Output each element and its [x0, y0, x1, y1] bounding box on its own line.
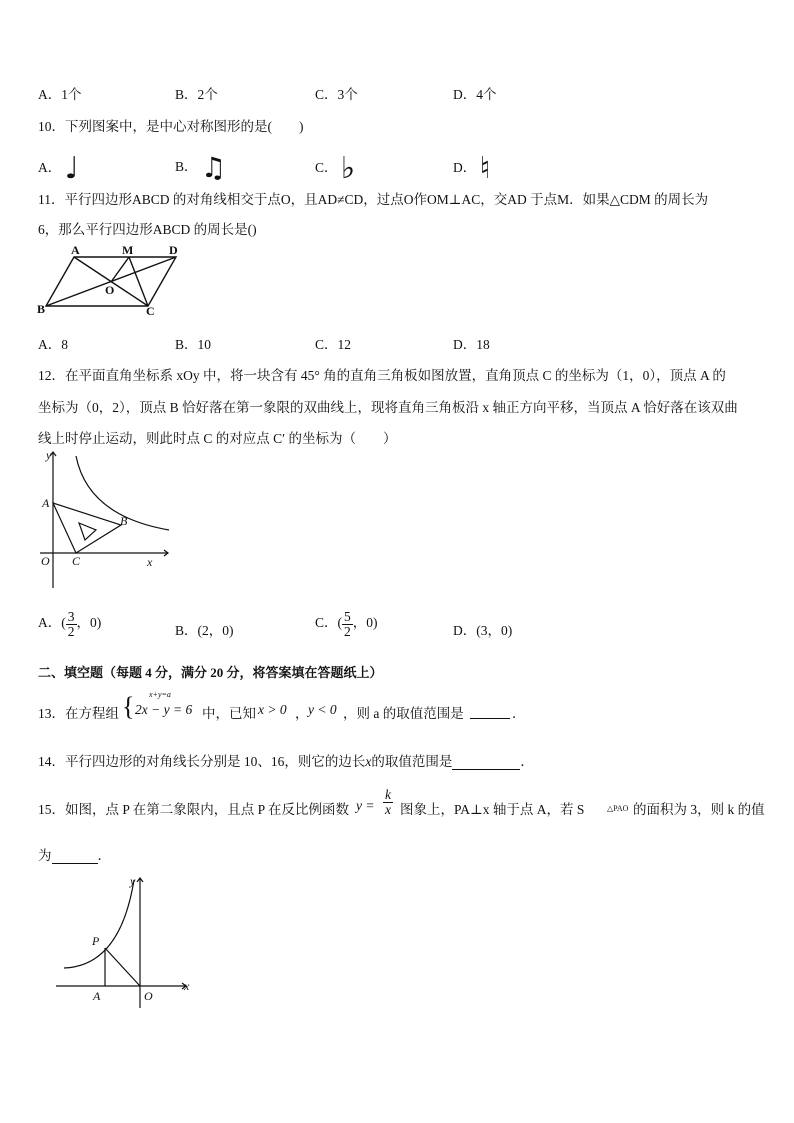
- label-a: A: [42, 496, 50, 510]
- label-x: x: [184, 979, 190, 993]
- label-b: B: [37, 302, 46, 316]
- q10-option-d: [453, 151, 490, 186]
- label-a: A: [71, 243, 80, 257]
- q11-stem-line2: 6，那么平行四边形ABCD 的周长是(): [38, 222, 257, 237]
- label-b: B: [120, 514, 128, 528]
- fraction-five-halves: $\frac{5}{2}$: [344, 609, 351, 639]
- q12-option-a: A．( $\frac{3}{2}$ ，0): [38, 609, 102, 639]
- label-p: P: [92, 934, 100, 948]
- q10-option-b: [175, 151, 226, 184]
- segment-mc: [129, 257, 148, 306]
- q9-option-b: B．2个: [175, 87, 218, 102]
- section-fill-in-title: 二、填空题（每题 4 分，满分 20 分，将答案填在答题纸上）: [38, 665, 383, 680]
- q10-stem: 10．下列图案中，是中心对称图形的是( ): [38, 119, 304, 134]
- label-c: C: [72, 554, 81, 568]
- q15-stem-line2: 为 ．: [38, 848, 111, 863]
- q15-answer-blank[interactable]: [52, 847, 98, 864]
- natural-sign-icon: ♮: [479, 151, 491, 186]
- hyperbola-curve: [64, 880, 134, 968]
- label-d: D: [169, 243, 178, 257]
- right-triangle-abc: [53, 503, 121, 553]
- label-o: O: [144, 989, 153, 1003]
- fraction-three-halves: $\frac{3}{2}$: [67, 609, 75, 639]
- quarter-note-icon: ♩: [64, 151, 79, 186]
- q12-stem-line2: 坐标为（0，2），顶点 B 恰好落在第一象限的双曲线上，现将直角三角板沿 x 轴正方向平移，当顶点 A 恰好落在该双曲: [38, 400, 738, 415]
- q10-label-b: B．: [175, 159, 198, 174]
- q11-stem-line1: 11．平行四边形ABCD 的对角线相交于点O，且AD≠CD，过点O作OM⊥AC，交AD 于点M．如果△CDM 的周长为: [38, 192, 709, 207]
- q11-option-a: A．8: [38, 337, 68, 352]
- q9-option-a: A．1个: [38, 87, 82, 102]
- q11-option-c: C．12: [315, 337, 352, 352]
- fraction-k-over-x: $\frac{k}{x}$: [385, 787, 391, 817]
- q9-option-d: D．4个: [453, 87, 497, 102]
- q13-equation: 2x − y = 6: [135, 702, 193, 717]
- label-o: O: [41, 554, 50, 568]
- q10-option-a: [38, 151, 79, 186]
- beamed-notes-icon: ♫: [200, 151, 226, 184]
- q12-coordinate-figure: [36, 448, 176, 593]
- q14-answer-blank[interactable]: [452, 753, 520, 770]
- q14-stem: 14．平行四边形的对角线长分别是 10、16，则它的边长x的取值范围是 ．: [38, 754, 534, 769]
- flat-sign-icon: ♭: [340, 151, 356, 186]
- label-c: C: [146, 304, 155, 318]
- q10-label-c: C．: [315, 160, 338, 175]
- q12-option-d: D．(3，0): [453, 623, 513, 638]
- q13-answer-blank[interactable]: [470, 702, 510, 719]
- q12-option-c: C．( $\frac{5}{2}$ ，0): [315, 609, 378, 639]
- system-brace: {: [122, 692, 135, 721]
- q10-label-d: D．: [453, 160, 477, 175]
- q15-coordinate-figure: [52, 874, 202, 1009]
- q11-parallelogram-figure: [36, 242, 186, 322]
- q12-stem-line3: 线上时停止运动，则此时点 C 的对应点 C′ 的坐标为（ ）: [38, 431, 397, 446]
- q10-option-c: [315, 151, 355, 186]
- label-a: A: [93, 989, 101, 1003]
- q12-stem-line1: 12．在平面直角坐标系 xOy 中，将一块含有 45° 角的直角三角板如图放置，直角顶点 C 的坐标为（1，0），顶点 A 的: [38, 368, 726, 383]
- label-x: x: [147, 555, 153, 569]
- q9-option-c: C．3个: [315, 87, 358, 102]
- segment-po: [105, 948, 140, 986]
- label-y: y: [46, 448, 52, 462]
- q12-option-b: B．(2，0): [175, 623, 234, 638]
- label-o: O: [105, 283, 115, 297]
- q10-label-a: A．: [38, 160, 62, 175]
- q11-option-d: D．18: [453, 337, 490, 352]
- label-m: M: [122, 243, 134, 257]
- label-y: y: [130, 874, 136, 888]
- q13-eq-superscript: x+y=a: [149, 690, 171, 699]
- inner-triangle-hole: [79, 523, 96, 540]
- q11-option-b: B．10: [175, 337, 212, 352]
